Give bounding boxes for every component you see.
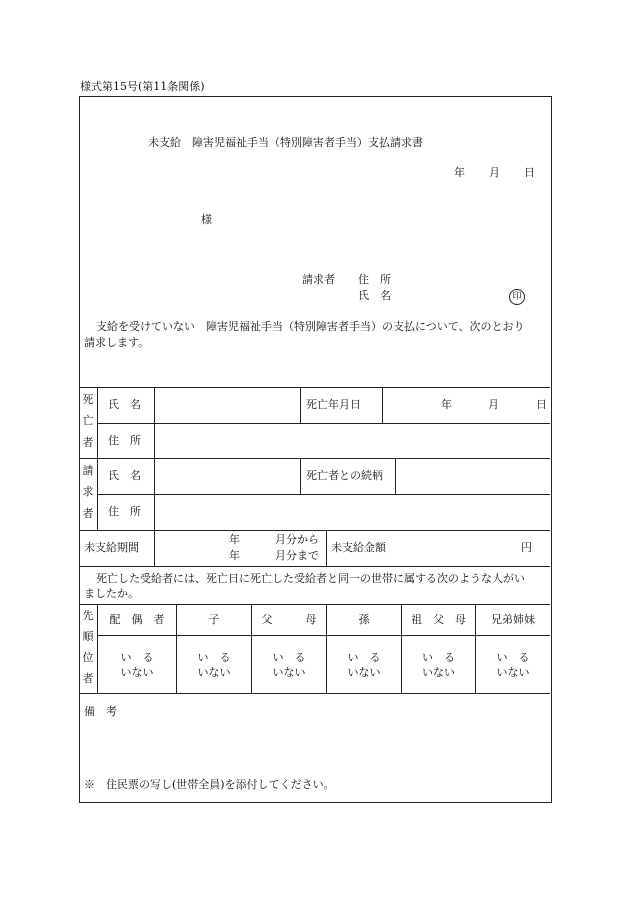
row-line bbox=[97, 423, 550, 424]
date-month: 月 bbox=[489, 166, 500, 179]
period-to-month: 月分まで bbox=[275, 549, 319, 562]
unpaid-period-label: 未支給期間 bbox=[84, 541, 139, 554]
requester-label: 請求者 bbox=[302, 273, 335, 286]
option-no[interactable]: いない bbox=[120, 666, 154, 679]
priority-group-char: 位 bbox=[82, 650, 94, 664]
question-line2: ましたか。 bbox=[84, 587, 139, 600]
option-yes[interactable]: い る bbox=[496, 651, 530, 664]
option-no[interactable]: いない bbox=[347, 666, 381, 679]
priority-group-char: 者 bbox=[82, 671, 94, 685]
claimant-name-label: 氏 名 bbox=[108, 469, 141, 482]
col-line bbox=[154, 387, 155, 530]
priority-col-header: 父 母 bbox=[261, 613, 317, 626]
deceased-group-char: 者 bbox=[82, 435, 94, 449]
col-line bbox=[326, 530, 327, 566]
question-line1: 死亡した受給者には、死亡日に死亡した受給者と同一の世帯に属する次のような人がい bbox=[96, 572, 525, 585]
col-line bbox=[154, 530, 155, 566]
priority-col-header: 孫 bbox=[358, 613, 370, 626]
priority-col-header: 配 偶 者 bbox=[109, 613, 165, 626]
death-year: 年 bbox=[441, 398, 452, 411]
seal-mark bbox=[509, 289, 525, 305]
row-line bbox=[79, 530, 550, 531]
claimant-group-label bbox=[79, 460, 97, 524]
row-line bbox=[97, 494, 550, 495]
addressee-suffix: 様 bbox=[201, 213, 212, 226]
attachment-note: ※ 住民票の写し(世帯全員)を添付してください。 bbox=[84, 778, 335, 791]
form-frame bbox=[79, 96, 552, 803]
priority-group-label bbox=[79, 606, 97, 690]
deceased-address-label: 住 所 bbox=[108, 434, 141, 447]
option-yes[interactable]: い る bbox=[272, 651, 306, 664]
priority-col-header: 兄弟姉妹 bbox=[491, 613, 535, 626]
row-line bbox=[79, 566, 550, 567]
deceased-name-label: 氏 名 bbox=[108, 398, 141, 411]
relation-label: 死亡者との続柄 bbox=[306, 469, 383, 482]
period-from-month: 月分から bbox=[275, 533, 319, 546]
date-day: 日 bbox=[524, 166, 535, 179]
option-yes[interactable]: い る bbox=[197, 651, 231, 664]
option-yes[interactable]: い る bbox=[422, 651, 455, 664]
col-line bbox=[382, 387, 383, 423]
request-text-line2: 請求します。 bbox=[84, 336, 150, 349]
option-yes[interactable]: い る bbox=[120, 651, 154, 664]
option-no[interactable]: いない bbox=[272, 666, 306, 679]
unpaid-amount-label: 未支給金額 bbox=[331, 541, 386, 554]
col-line bbox=[395, 458, 396, 494]
form-number-label: 様式第15号(第11条関係) bbox=[80, 80, 205, 93]
row-line bbox=[79, 604, 550, 605]
period-from-year: 年 bbox=[229, 533, 240, 546]
claimant-group-char: 求 bbox=[82, 485, 94, 499]
option-no[interactable]: いない bbox=[496, 666, 530, 679]
priority-col-header: 子 bbox=[208, 613, 220, 626]
amount-unit: 円 bbox=[521, 541, 532, 554]
option-yes[interactable]: い る bbox=[347, 651, 381, 664]
death-date-label: 死亡年月日 bbox=[306, 398, 361, 411]
row-line bbox=[79, 387, 550, 388]
col-line bbox=[97, 387, 98, 530]
deceased-group-label bbox=[79, 389, 97, 453]
priority-group-char: 先 bbox=[82, 609, 94, 622]
form-title: 未支給 障害児福祉手当（特別障害者手当）支払請求書 bbox=[148, 136, 423, 149]
option-no[interactable]: いない bbox=[197, 666, 231, 679]
deceased-group-char: 死 bbox=[82, 393, 94, 406]
priority-col-header: 祖 父 母 bbox=[411, 613, 466, 626]
claimant-address-label: 住 所 bbox=[108, 505, 141, 518]
claimant-group-char: 請 bbox=[82, 464, 94, 477]
option-no[interactable]: いない bbox=[422, 666, 455, 679]
claimant-group-char: 者 bbox=[82, 506, 94, 520]
row-line bbox=[79, 458, 550, 459]
requester-name-label: 氏 名 bbox=[358, 289, 391, 302]
col-line bbox=[300, 458, 301, 494]
row-line bbox=[79, 693, 550, 694]
death-day: 日 bbox=[536, 398, 547, 411]
remarks-label: 備 考 bbox=[84, 705, 117, 718]
seal-mark-text: 印 bbox=[512, 292, 522, 302]
row-line bbox=[97, 635, 550, 636]
date-year: 年 bbox=[454, 166, 465, 179]
requester-address-label: 住 所 bbox=[358, 273, 391, 286]
death-month: 月 bbox=[488, 398, 499, 411]
request-text-line1: 支給を受けていない 障害児福祉手当（特別障害者手当）の支払について、次のとおり bbox=[96, 320, 525, 333]
col-line bbox=[300, 387, 301, 423]
deceased-group-char: 亡 bbox=[82, 414, 94, 428]
period-to-year: 年 bbox=[229, 549, 240, 562]
priority-group-char: 順 bbox=[82, 629, 94, 643]
